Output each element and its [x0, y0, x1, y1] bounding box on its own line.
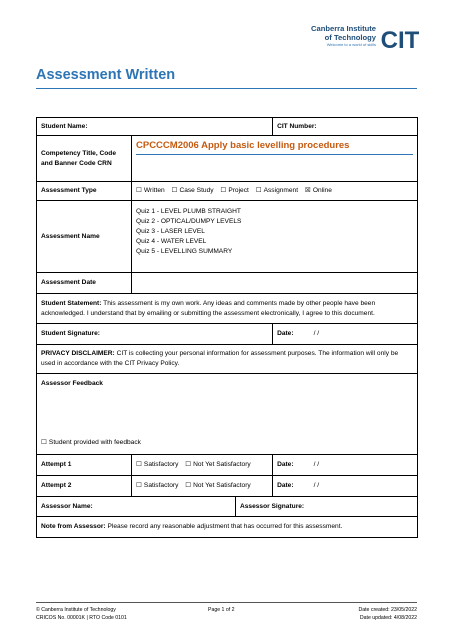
title-divider [36, 88, 417, 89]
quiz-item: Quiz 2 - OPTICAL/DUMPY LEVELS [136, 218, 242, 225]
assessment-date-label: Assessment Date [37, 273, 132, 294]
footer-date-updated: Date updated: 4/08/2022 [359, 615, 417, 621]
checkbox-icon[interactable]: ☐ [136, 482, 142, 489]
assessor-feedback-label: Assessor Feedback [41, 380, 103, 387]
checkbox-icon[interactable]: ☐ [255, 187, 262, 194]
quiz-item: Quiz 3 - LASER LEVEL [136, 228, 205, 235]
student-name-label: Student Name: [41, 122, 88, 130]
footer-cricos: CRICOS No. 00001K | RTO Code 0101 [36, 615, 127, 621]
date-slashes: / / [313, 482, 320, 489]
assessment-form [36, 117, 418, 538]
competency-value: CPCCCM2006 Apply basic levelling procedures [136, 141, 413, 155]
checkbox-icon[interactable]: ☐ [41, 439, 47, 446]
student-signature-cell[interactable] [37, 324, 273, 345]
attempt2-label: Attempt 2 [37, 476, 132, 497]
checkbox-icon[interactable]: ☐ [136, 461, 142, 468]
student-date-cell[interactable] [273, 324, 418, 345]
type-option-assignment[interactable] [256, 187, 298, 194]
attempt1-date-label: Date: [277, 461, 294, 468]
checkbox-icon[interactable]: ☐ [185, 461, 192, 468]
type-option-case-study[interactable] [172, 187, 214, 194]
footer-copyright: © Canberra Institute of Technology [36, 607, 116, 613]
footer-left [36, 606, 127, 622]
assessor-feedback[interactable] [37, 374, 418, 455]
cit-number-label: CIT Number: [277, 122, 317, 130]
attempt1-date-cell[interactable] [273, 455, 418, 476]
feedback-provided-option[interactable] [41, 438, 141, 448]
student-date-label: Date: [277, 330, 294, 337]
checked-checkbox-icon[interactable]: ☒ [304, 187, 311, 194]
not-satisfactory-label: Not Yet Satisfactory [193, 482, 251, 489]
privacy-text: CIT is collecting your personal information for assessment purposes. The information will only be used in accordance with the CIT Privacy Policy. [41, 350, 399, 367]
attempt2-not-satisfactory[interactable] [185, 482, 250, 489]
satisfactory-label: Satisfactory [143, 482, 179, 489]
assessment-name-label: Assessment Name [37, 201, 132, 273]
assessment-type-label: Assessment Type [37, 182, 132, 201]
feedback-provided-label: Student provided with feedback [48, 439, 141, 446]
attempt1-options [132, 455, 273, 476]
checkbox-icon[interactable]: ☐ [185, 482, 192, 489]
attempt2-satisfactory[interactable] [136, 482, 178, 489]
logo-line1: Canberra Institute [311, 24, 376, 33]
quiz-item: Quiz 1 - LEVEL PLUMB STRAIGHT [136, 208, 241, 215]
type-option-written[interactable] [136, 187, 165, 194]
footer-date-created: Date created: 23/05/2022 [358, 607, 417, 613]
assessor-name-label: Assessor Name: [41, 502, 93, 510]
type-option-label: Project [228, 187, 249, 194]
attempt2-date-cell[interactable] [273, 476, 418, 497]
footer-page-number: Page 1 of 2 [208, 607, 235, 613]
attempt2-options [132, 476, 273, 497]
assessor-note-label: Note from Assessor: [41, 523, 106, 530]
logo-text [304, 24, 376, 48]
date-slashes: / / [313, 461, 320, 468]
assessment-date-field[interactable] [132, 273, 418, 294]
assessor-signature-label: Assessor Signature: [240, 502, 305, 510]
student-statement [37, 294, 418, 324]
checkbox-icon[interactable]: ☐ [136, 187, 142, 194]
assessor-signature-cell[interactable] [236, 497, 418, 517]
date-slashes: / / [313, 330, 320, 337]
type-option-label: Assignment [263, 187, 299, 194]
type-option-project[interactable] [220, 187, 248, 194]
student-statement-label: Student Statement: [41, 299, 102, 307]
assessor-note [37, 517, 418, 538]
logo-mark-text: CIT [381, 27, 419, 52]
footer-divider [36, 602, 417, 603]
cit-logo [304, 24, 419, 54]
cit-number-cell[interactable] [273, 118, 418, 136]
assessor-name-cell[interactable] [37, 497, 236, 517]
satisfactory-label: Satisfactory [143, 461, 179, 468]
type-option-label: Written [143, 187, 165, 194]
not-satisfactory-label: Not Yet Satisfactory [193, 461, 251, 468]
privacy-label: PRIVACY DISCLAIMER: [41, 350, 115, 357]
student-statement-text: This assessment is my own work. Any ideas and comments made by other people have been acknowledged. I understand that by emailing or submitting the assessment electronically, I agree to this document. [41, 299, 376, 317]
attempt1-not-satisfactory[interactable] [185, 461, 250, 468]
footer-right [358, 606, 417, 622]
checkbox-icon[interactable]: ☐ [171, 187, 178, 194]
cit-logo-mark-icon [381, 25, 419, 52]
checkbox-icon[interactable]: ☐ [220, 187, 227, 194]
page-title: Assessment Written [36, 67, 176, 83]
logo-line2: of Technology [324, 33, 376, 42]
quiz-item: Quiz 5 - LEVELLING SUMMARY [136, 248, 233, 255]
logo-tagline: Welcome to a world of skills [326, 42, 376, 47]
assessment-type-options [132, 182, 418, 201]
assessor-note-text: Please record any reasonable adjustment that has occurred for this assessment. [105, 523, 343, 530]
attempt1-label: Attempt 1 [37, 455, 132, 476]
type-option-online[interactable] [305, 187, 332, 194]
type-option-label: Online [312, 187, 332, 194]
student-name-cell[interactable] [37, 118, 273, 136]
type-option-label: Case Study [179, 187, 214, 194]
competency-label: Competency Title, Code and Banner Code CRN [37, 136, 132, 182]
quiz-item: Quiz 4 - WATER LEVEL [136, 238, 207, 245]
attempt2-date-label: Date: [277, 482, 294, 489]
assessment-name-list [132, 201, 418, 273]
student-signature-label: Student Signature: [41, 330, 100, 337]
attempt1-satisfactory[interactable] [136, 461, 178, 468]
privacy-disclaimer [37, 345, 418, 374]
